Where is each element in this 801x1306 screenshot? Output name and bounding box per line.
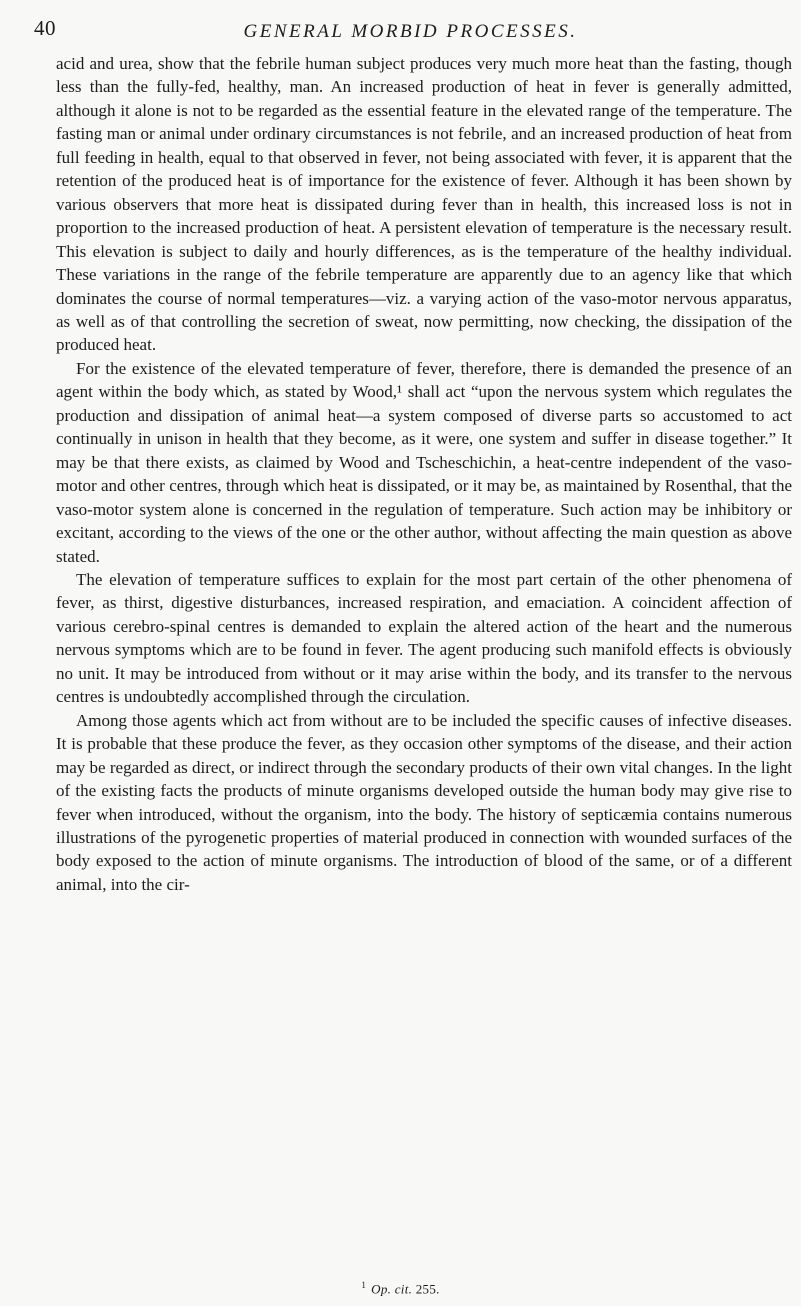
footnote: [0, 1280, 801, 1297]
paragraph: For the existence of the elevated temperature of fever, therefore, there is demanded the presence of an agent within the body which, as stated by Wood,¹ shall act “upon the nervous system which regulates the production and dissipation of animal heat—a system composed of diverse parts so accustomed to act continually in unison in health that they become, as it were, one system and suffer in disease together.” It may be that there exists, as claimed by Wood and Tscheschichin, a heat-centre independent of the vaso-motor and other centres, through which heat is dissipated, or it may be, as maintained by Rosenthal, that the vaso-motor system alone is concerned in the regulation of temperature. Such action may be inhibitory or excitant, according to the views of the one or the other author, without affecting the main question as above stated.: [56, 358, 792, 566]
running-head: GENERAL MORBID PROCESSES.: [243, 21, 578, 42]
body-text: [56, 52, 792, 896]
footnote-marker: 1: [361, 1280, 367, 1290]
page-header: [0, 8, 801, 44]
paragraph: The elevation of temperature suffices to explain for the most part certain of the other phenomena of fever, as thirst, digestive disturbances, increased respiration, and emaciation. A coincident affection of various cerebro-spinal centres is demanded to explain the altered action of the heart and the numerous nervous symptoms which are to be found in fever. The agent producing such manifold effects is obviously no unit. It may be introduced from without or it may arise within the body, and its transfer to the nervous centres is undoubtedly accomplished through the circulation.: [56, 569, 792, 707]
footnote-page: 255.: [415, 1281, 440, 1297]
paragraph: acid and urea, show that the febrile human subject produces very much more heat than the fasting, though less than the fully-fed, healthy, man. An increased production of heat in fever is generally admitted, although it alone is not to be regarded as the essential feature in the elevated range of the temperature. The fasting man or animal under ordinary circumstances is not febrile, and an increased production of heat from full feeding in health, equal to that observed in fever, not being associated with fever, it is apparent that the retention of the produced heat is of importance for the existence of fever. Although it has been shown by various observers that more heat is dissipated during fever than in health, this increased loss is not in proportion to the increased production of heat. A persistent elevation of temperature is the necessary result. This elevation is subject to daily and hourly differences, as is the temperature of the healthy individual. These variations in the range of the febrile temperature are apparently due to an agency like that which dominates the course of normal temperatures—viz. a varying action of the vaso-motor nervous apparatus, as well as of that controlling the secretion of sweat, now permitting, now checking, the dissipation of the produced heat.: [56, 54, 792, 355]
page-number: 40: [34, 16, 56, 40]
footnote-reference: Op. cit.: [371, 1281, 413, 1297]
paragraph: Among those agents which act from without are to be included the specific causes of infective diseases. It is probable that these produce the fever, as they occasion other symptoms of the disease, and their action may be regarded as direct, or indirect through the secondary products of their own vital changes. In the light of the existing facts the products of minute organisms developed outside the human body may give rise to fever when introduced, without the organism, into the body. The history of septicæmia contains numerous illustrations of the pyrogenetic properties of material produced in connection with wounded surfaces of the body exposed to the action of minute organisms. The introduction of blood of the same, or of a different animal, into the cir-: [56, 710, 792, 894]
